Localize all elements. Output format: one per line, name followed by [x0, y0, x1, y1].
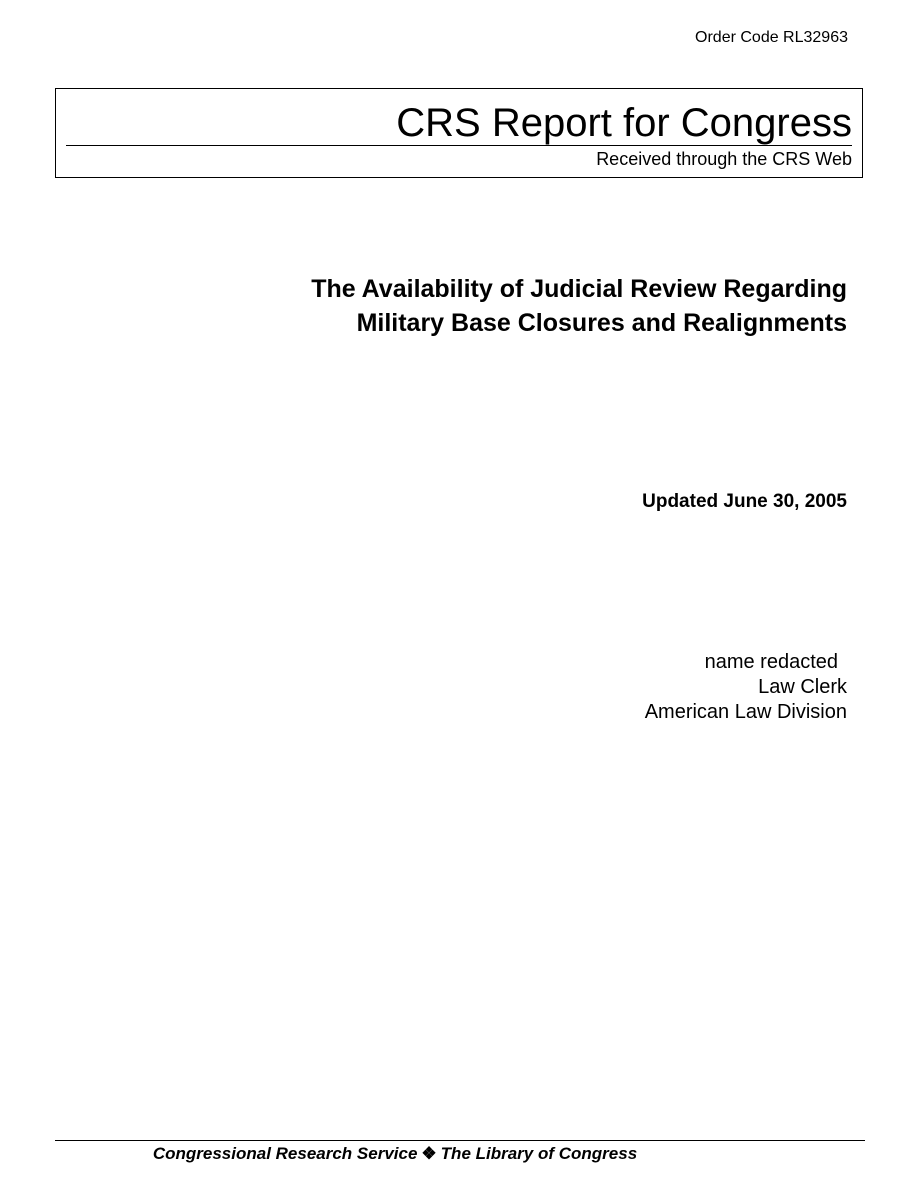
- banner-divider: [66, 145, 852, 146]
- report-banner: [55, 88, 863, 178]
- report-title: [311, 272, 847, 340]
- footer-organization: Congressional Research Service: [152, 1144, 418, 1163]
- footer-library: The Library of Congress: [440, 1144, 638, 1163]
- author-position: Law Clerk: [758, 676, 847, 698]
- author-division: American Law Division: [644, 701, 847, 723]
- footer-divider: [55, 1140, 865, 1141]
- updated-date: Updated June 30, 2005: [642, 491, 847, 512]
- footer: [55, 1143, 865, 1165]
- banner-title: CRS Report for Congress: [396, 101, 852, 145]
- order-code: Order Code RL32963: [695, 29, 848, 46]
- diamond-separator-icon: ❖: [421, 1144, 437, 1163]
- report-title-line-2: Military Base Closures and Realignments: [356, 309, 847, 337]
- report-title-line-1: The Availability of Judicial Review Regarding: [311, 275, 847, 303]
- author-block: [645, 650, 847, 725]
- author-name: name redacted: [704, 651, 838, 673]
- banner-subtitle: Received through the CRS Web: [596, 149, 852, 169]
